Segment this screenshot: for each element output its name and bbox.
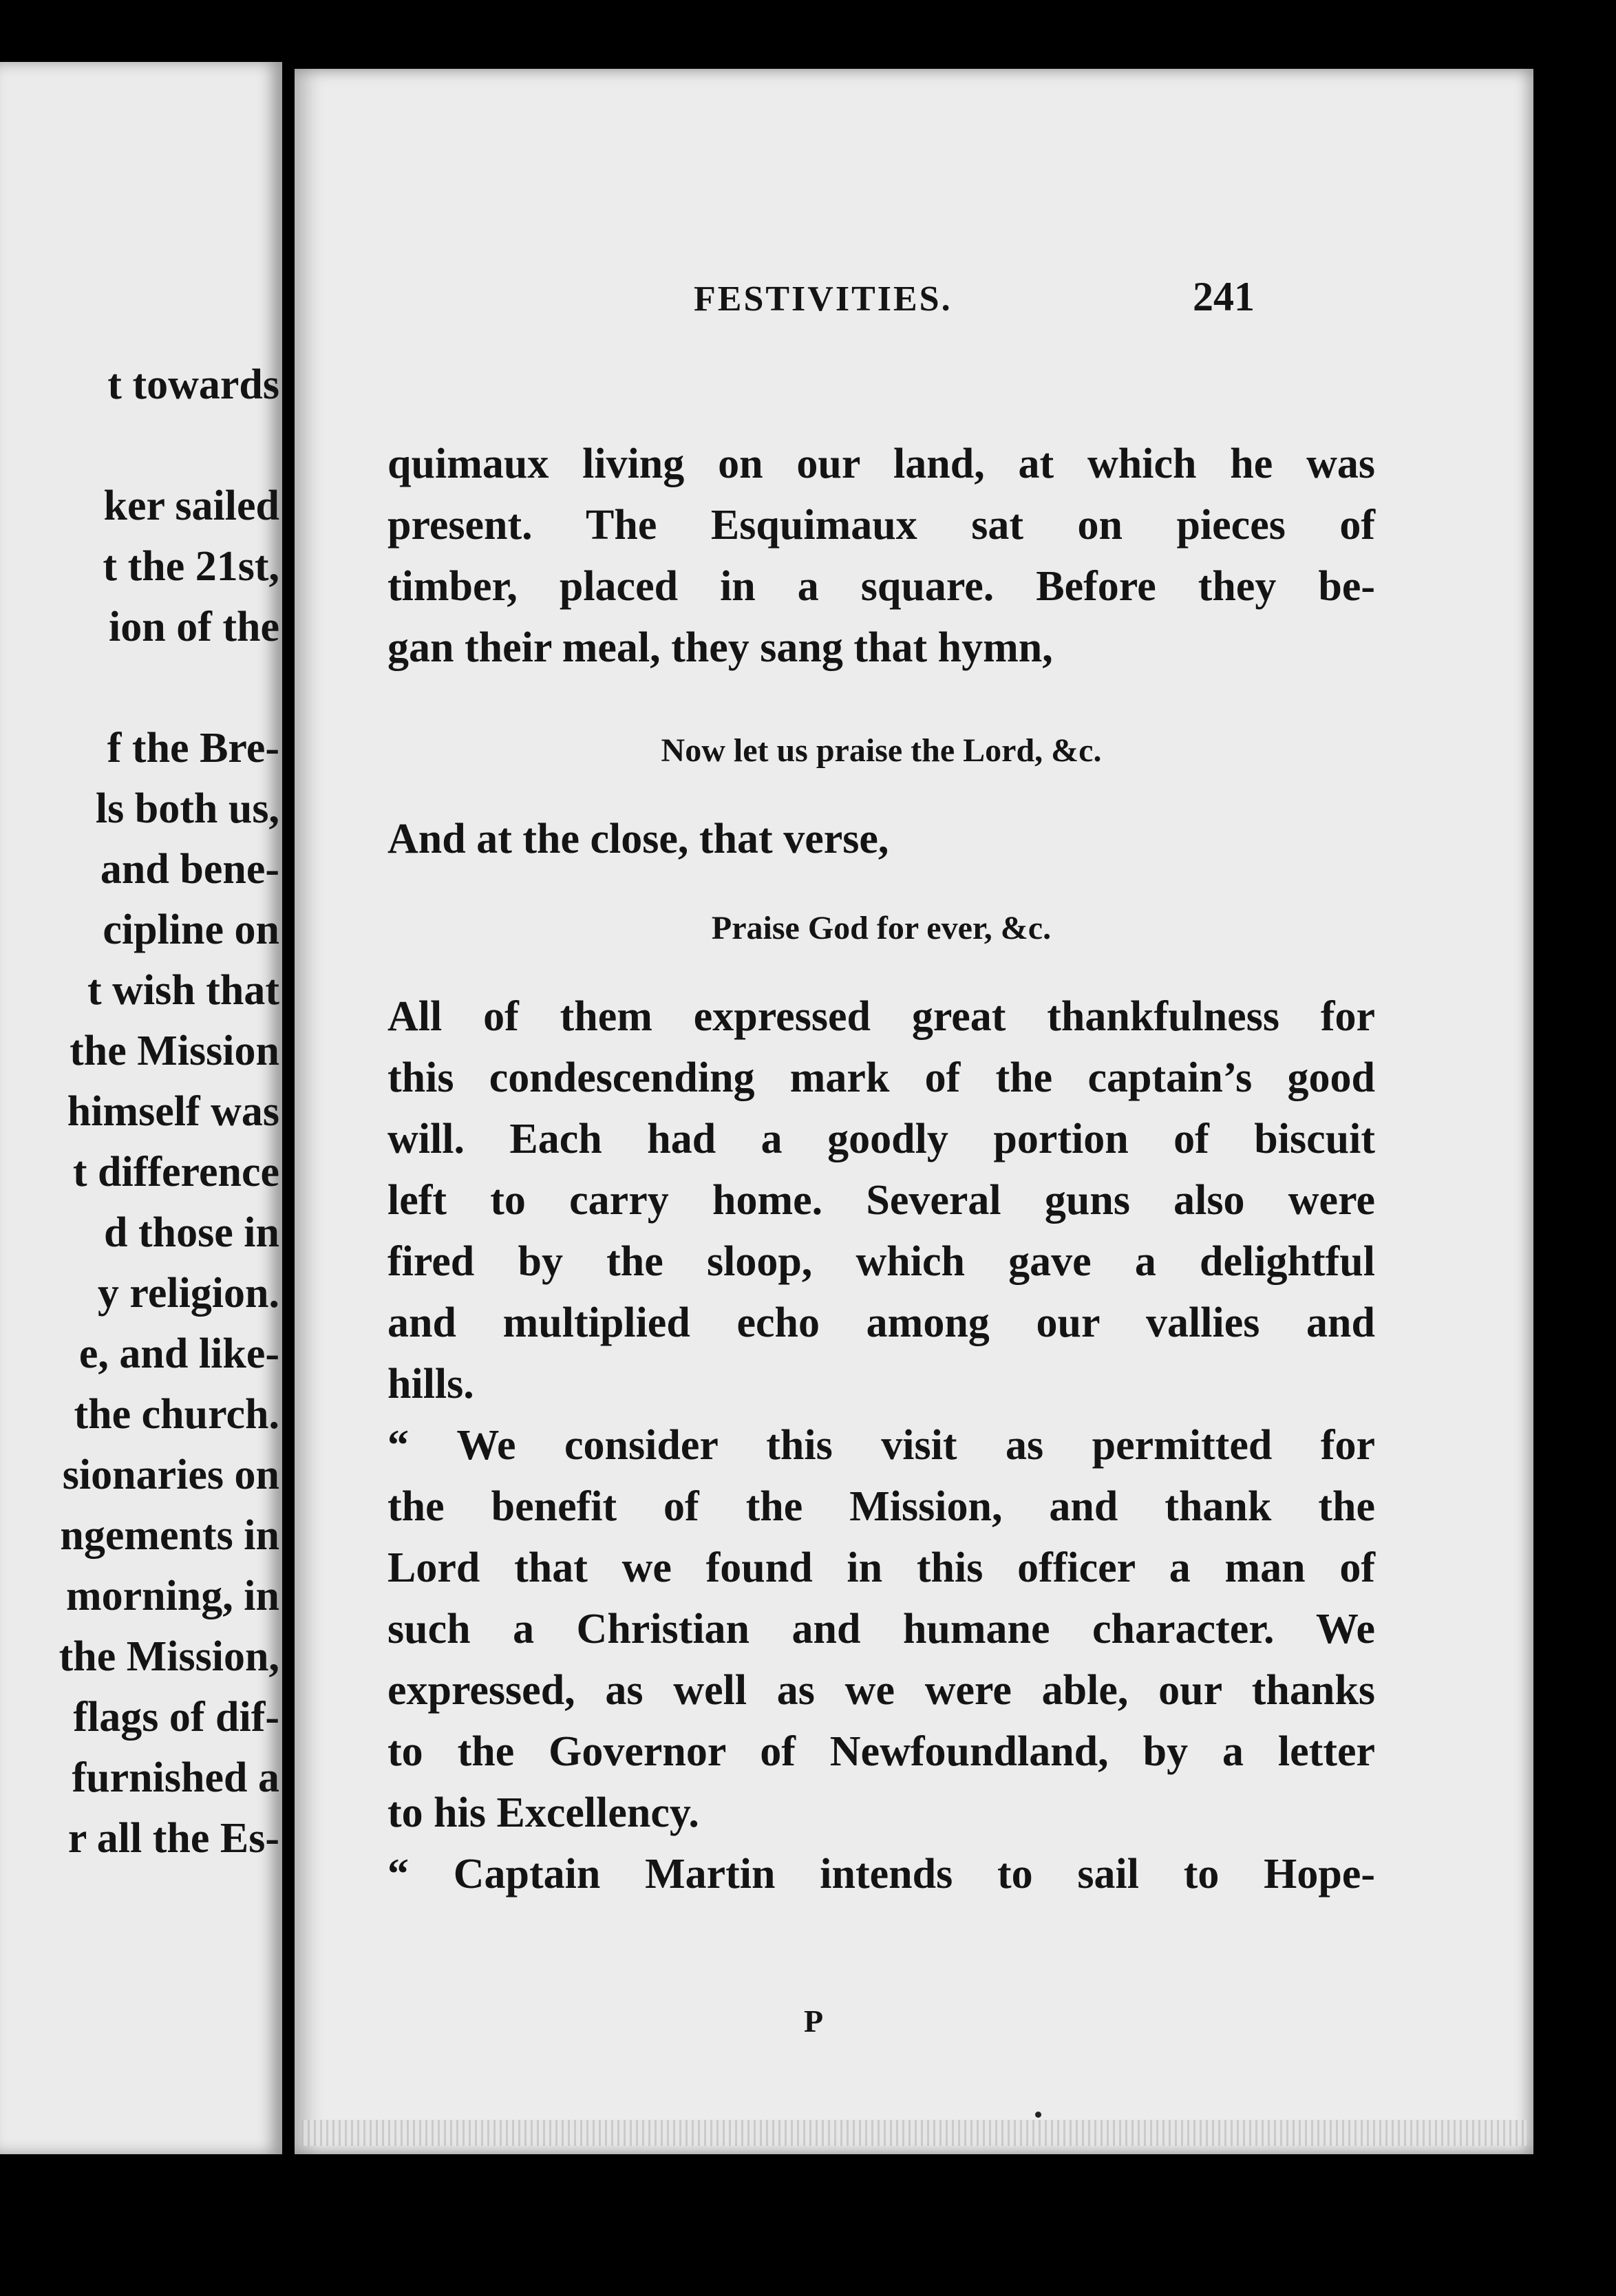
facing-page-line: the church. xyxy=(74,1391,279,1438)
text-line: to his Excellency. xyxy=(387,1789,699,1836)
facing-page-line: t wish that xyxy=(87,967,279,1014)
text-line: fired by the sloop, which gave a delightful xyxy=(387,1238,1375,1285)
facing-page-fragment xyxy=(0,62,282,2154)
text-line: And at the close, that verse, xyxy=(387,816,889,862)
facing-page-line: flags of dif- xyxy=(73,1694,279,1741)
main-page xyxy=(295,69,1533,2154)
facing-page-line xyxy=(59,415,279,476)
facing-page-line: r all the Es- xyxy=(67,1815,279,1862)
text-line: this condescending mark of the captain’s good xyxy=(387,1054,1375,1101)
text-line: to the Governor of Newfoundland, by a letter xyxy=(387,1728,1375,1775)
facing-page-line: t the 21st, xyxy=(103,543,279,590)
page-edge-texture xyxy=(301,2120,1527,2146)
page-number: 241 xyxy=(1193,274,1255,319)
facing-page-line: the Mission xyxy=(70,1028,279,1074)
facing-page-line: furnished a xyxy=(72,1754,279,1801)
text-line: and multiplied echo among our vallies and xyxy=(387,1299,1375,1346)
hymn-quote: Now let us praise the Lord, &c. xyxy=(661,732,1102,769)
text-line: All of them expressed great thankfulness for xyxy=(387,993,1375,1040)
text-line: such a Christian and humane character. We xyxy=(387,1606,1375,1652)
facing-page-line: cipline on xyxy=(103,906,279,953)
facing-page-line: t towards xyxy=(107,361,279,408)
text-line: left to carry home. Several guns also were xyxy=(387,1177,1375,1224)
paragraph-5 xyxy=(387,1844,1375,1905)
hymn-quote: Praise God for ever, &c. xyxy=(711,910,1052,946)
signature-mark: P xyxy=(804,2003,824,2039)
facing-page-line xyxy=(59,657,279,718)
paragraph-3 xyxy=(387,986,1375,1415)
facing-page-line: sionaries on xyxy=(62,1452,279,1498)
page-body xyxy=(387,434,1375,1905)
paragraph-4 xyxy=(387,1415,1375,1844)
facing-page-text xyxy=(59,354,279,1869)
text-line: present. The Esquimaux sat on pieces of xyxy=(387,502,1375,549)
facing-page-line: ion of the xyxy=(109,604,279,650)
running-head: FESTIVITIES. xyxy=(694,279,953,319)
ink-speck xyxy=(1035,2112,1041,2118)
facing-page-line: y religion. xyxy=(97,1270,279,1317)
text-line: expressed, as well as we were able, our thanks xyxy=(387,1667,1375,1714)
facing-page-line: and bene- xyxy=(100,846,279,893)
facing-page-line: ngements in xyxy=(60,1512,279,1559)
paragraph-2 xyxy=(387,809,1375,870)
facing-page-line: e, and like- xyxy=(78,1330,279,1377)
text-line: quimaux living on our land, at which he was xyxy=(387,440,1375,487)
facing-page-line: himself was xyxy=(67,1088,279,1135)
paragraph-1 xyxy=(387,434,1375,679)
text-line: gan their meal, they sang that hymn, xyxy=(387,624,1053,671)
text-line: timber, placed in a square. Before they be- xyxy=(387,563,1375,610)
text-line: “ We consider this visit as permitted for xyxy=(387,1422,1375,1469)
facing-page-line: f the Bre- xyxy=(107,725,279,772)
facing-page-line: d those in xyxy=(104,1209,279,1256)
facing-page-line: ker sailed xyxy=(103,482,279,529)
text-line: hills. xyxy=(387,1361,474,1407)
text-line: will. Each had a goodly portion of biscuit xyxy=(387,1116,1375,1162)
facing-page-line: ls both us, xyxy=(95,785,279,832)
facing-page-line: the Mission, xyxy=(59,1633,279,1680)
text-line: Lord that we found in this officer a man of xyxy=(387,1544,1375,1591)
facing-page-line: morning, in xyxy=(65,1573,279,1619)
text-line: the benefit of the Mission, and thank the xyxy=(387,1483,1375,1530)
text-line: “ Captain Martin intends to sail to Hope- xyxy=(387,1851,1375,1898)
facing-page-line: t difference xyxy=(72,1149,279,1195)
